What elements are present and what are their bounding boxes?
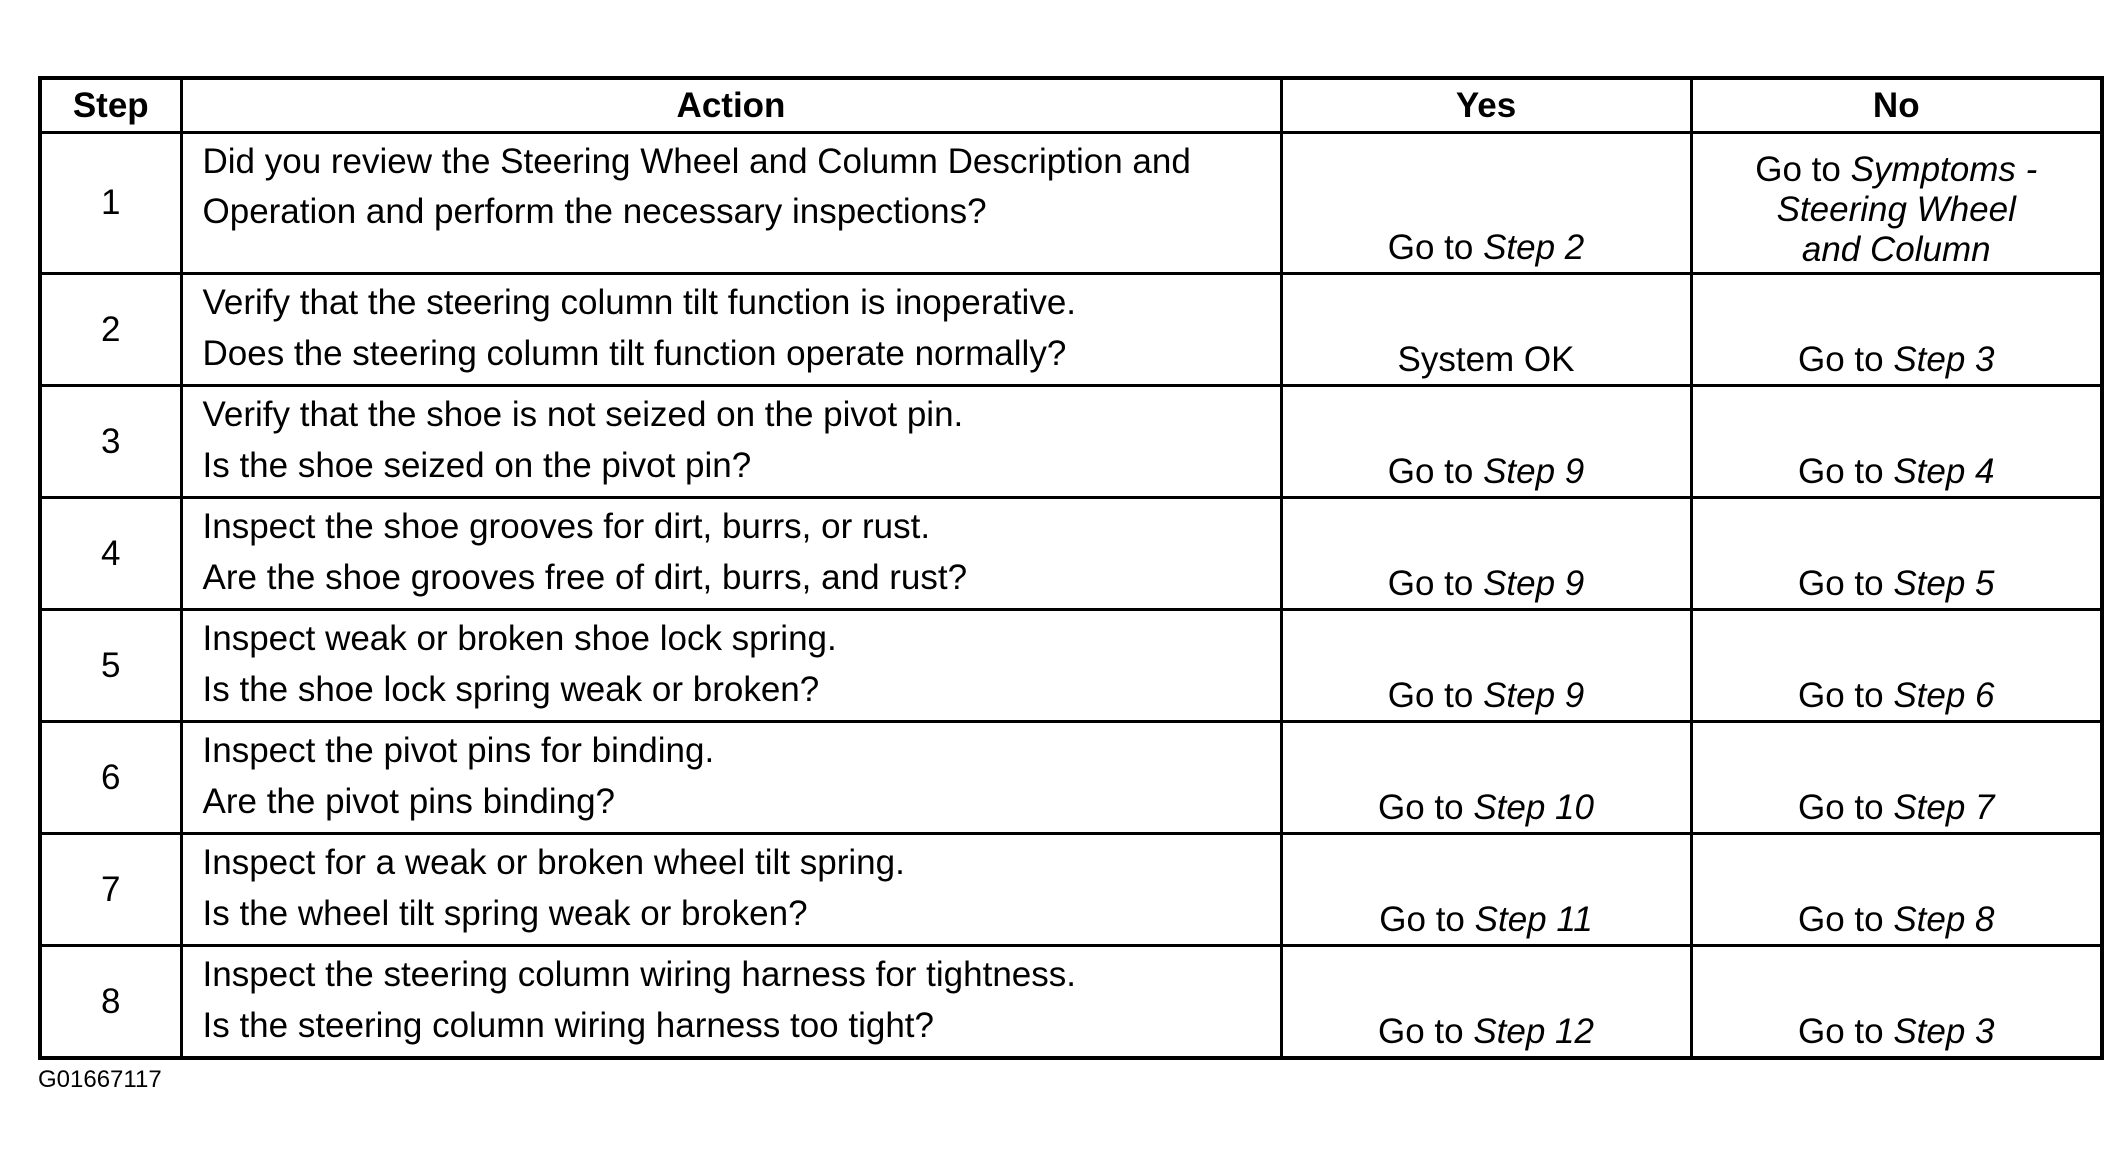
action-text <box>181 722 1281 834</box>
action-line: Inspect weak or broken shoe lock spring. <box>202 619 837 658</box>
action-text <box>181 274 1281 386</box>
step-number: 8 <box>40 946 181 1059</box>
no-target: Step 3 <box>1893 340 1995 379</box>
yes-result <box>1281 834 1691 946</box>
no-result <box>1691 834 2102 946</box>
table-row <box>40 274 2102 386</box>
action-line: Are the pivot pins binding? <box>202 782 615 821</box>
step-number: 7 <box>40 834 181 946</box>
action-text <box>181 498 1281 610</box>
yes-result <box>1281 274 1691 386</box>
action-line: Are the shoe grooves free of dirt, burrs, and rust? <box>202 558 968 597</box>
action-line: Verify that the shoe is not seized on the pivot pin. <box>202 395 964 434</box>
diagnostic-table <box>38 76 2104 1060</box>
no-result <box>1691 133 2102 274</box>
no-prefix: Go to <box>1797 340 1894 379</box>
action-line: Is the steering column wiring harness too tight? <box>202 1006 934 1045</box>
header-row <box>40 78 2102 133</box>
table-row <box>40 133 2102 274</box>
no-target: Step 4 <box>1893 452 1995 491</box>
yes-target: Step 9 <box>1483 564 1585 603</box>
no-result <box>1691 722 2102 834</box>
yes-prefix: Go to <box>1387 564 1484 603</box>
step-number: 3 <box>40 386 181 498</box>
yes-prefix: System OK <box>1397 340 1575 379</box>
yes-target: Step 2 <box>1483 228 1585 267</box>
table-row <box>40 946 2102 1059</box>
figure-code: G01667117 <box>38 1066 162 1093</box>
action-line: Operation and perform the necessary inspections? <box>202 192 987 231</box>
step-number: 2 <box>40 274 181 386</box>
yes-result <box>1281 610 1691 722</box>
table-row <box>40 498 2102 610</box>
no-target: Step 7 <box>1893 788 1995 827</box>
no-prefix: Go to <box>1797 1012 1894 1051</box>
no-result <box>1691 498 2102 610</box>
table-row <box>40 834 2102 946</box>
action-line: Is the shoe seized on the pivot pin? <box>202 446 752 485</box>
action-text <box>181 386 1281 498</box>
yes-prefix: Go to <box>1378 1012 1474 1051</box>
yes-target: Step 9 <box>1483 452 1585 491</box>
no-prefix: Go to <box>1797 676 1894 715</box>
yes-target: Step 10 <box>1473 788 1594 827</box>
table-row <box>40 722 2102 834</box>
no-prefix: Go to <box>1797 452 1894 491</box>
step-number: 1 <box>40 133 181 274</box>
yes-result <box>1281 722 1691 834</box>
header-action: Action <box>181 78 1281 133</box>
no-line: Go to Symptoms - <box>1755 150 2038 189</box>
header-yes: Yes <box>1281 78 1691 133</box>
yes-target: Step 9 <box>1483 676 1585 715</box>
action-line: Inspect the shoe grooves for dirt, burrs, or rust. <box>202 507 931 546</box>
yes-prefix: Go to <box>1387 452 1484 491</box>
no-result <box>1691 610 2102 722</box>
action-line: Inspect the steering column wiring harness for tightness. <box>202 955 1076 994</box>
step-number: 4 <box>40 498 181 610</box>
yes-prefix: Go to <box>1379 900 1475 939</box>
no-result <box>1691 386 2102 498</box>
yes-target: Step 11 <box>1474 900 1593 939</box>
action-line: Inspect the pivot pins for binding. <box>202 731 715 770</box>
no-target: Step 5 <box>1893 564 1995 603</box>
no-line: and Column <box>1801 230 1991 269</box>
no-prefix: Go to <box>1797 564 1894 603</box>
table-header <box>40 78 2102 133</box>
no-line: Steering Wheel <box>1776 190 2016 229</box>
action-line: Does the steering column tilt function operate normally? <box>202 334 1067 373</box>
no-target: Step 8 <box>1893 900 1995 939</box>
header-step: Step <box>40 78 181 133</box>
action-text <box>181 610 1281 722</box>
table-body <box>40 133 2102 1059</box>
action-line: Verify that the steering column tilt function is inoperative. <box>202 283 1077 322</box>
table-row <box>40 610 2102 722</box>
yes-prefix: Go to <box>1387 228 1484 267</box>
yes-prefix: Go to <box>1378 788 1474 827</box>
no-prefix: Go to <box>1797 788 1894 827</box>
yes-result <box>1281 946 1691 1059</box>
action-text <box>181 834 1281 946</box>
yes-prefix: Go to <box>1387 676 1484 715</box>
step-number: 6 <box>40 722 181 834</box>
no-result <box>1691 946 2102 1059</box>
table-row <box>40 386 2102 498</box>
action-text <box>181 133 1281 274</box>
no-result <box>1691 274 2102 386</box>
yes-result <box>1281 133 1691 274</box>
step-number: 5 <box>40 610 181 722</box>
action-text <box>181 946 1281 1059</box>
no-target: Step 3 <box>1893 1012 1995 1051</box>
yes-target: Step 12 <box>1473 1012 1594 1051</box>
yes-result <box>1281 498 1691 610</box>
no-target: Step 6 <box>1893 676 1995 715</box>
action-line: Did you review the Steering Wheel and Column Description and <box>202 142 1191 181</box>
no-prefix: Go to <box>1797 900 1894 939</box>
header-no: No <box>1691 78 2102 133</box>
action-line: Is the shoe lock spring weak or broken? <box>202 670 820 709</box>
action-line: Inspect for a weak or broken wheel tilt spring. <box>202 843 905 882</box>
yes-result <box>1281 386 1691 498</box>
action-line: Is the wheel tilt spring weak or broken? <box>202 894 808 933</box>
